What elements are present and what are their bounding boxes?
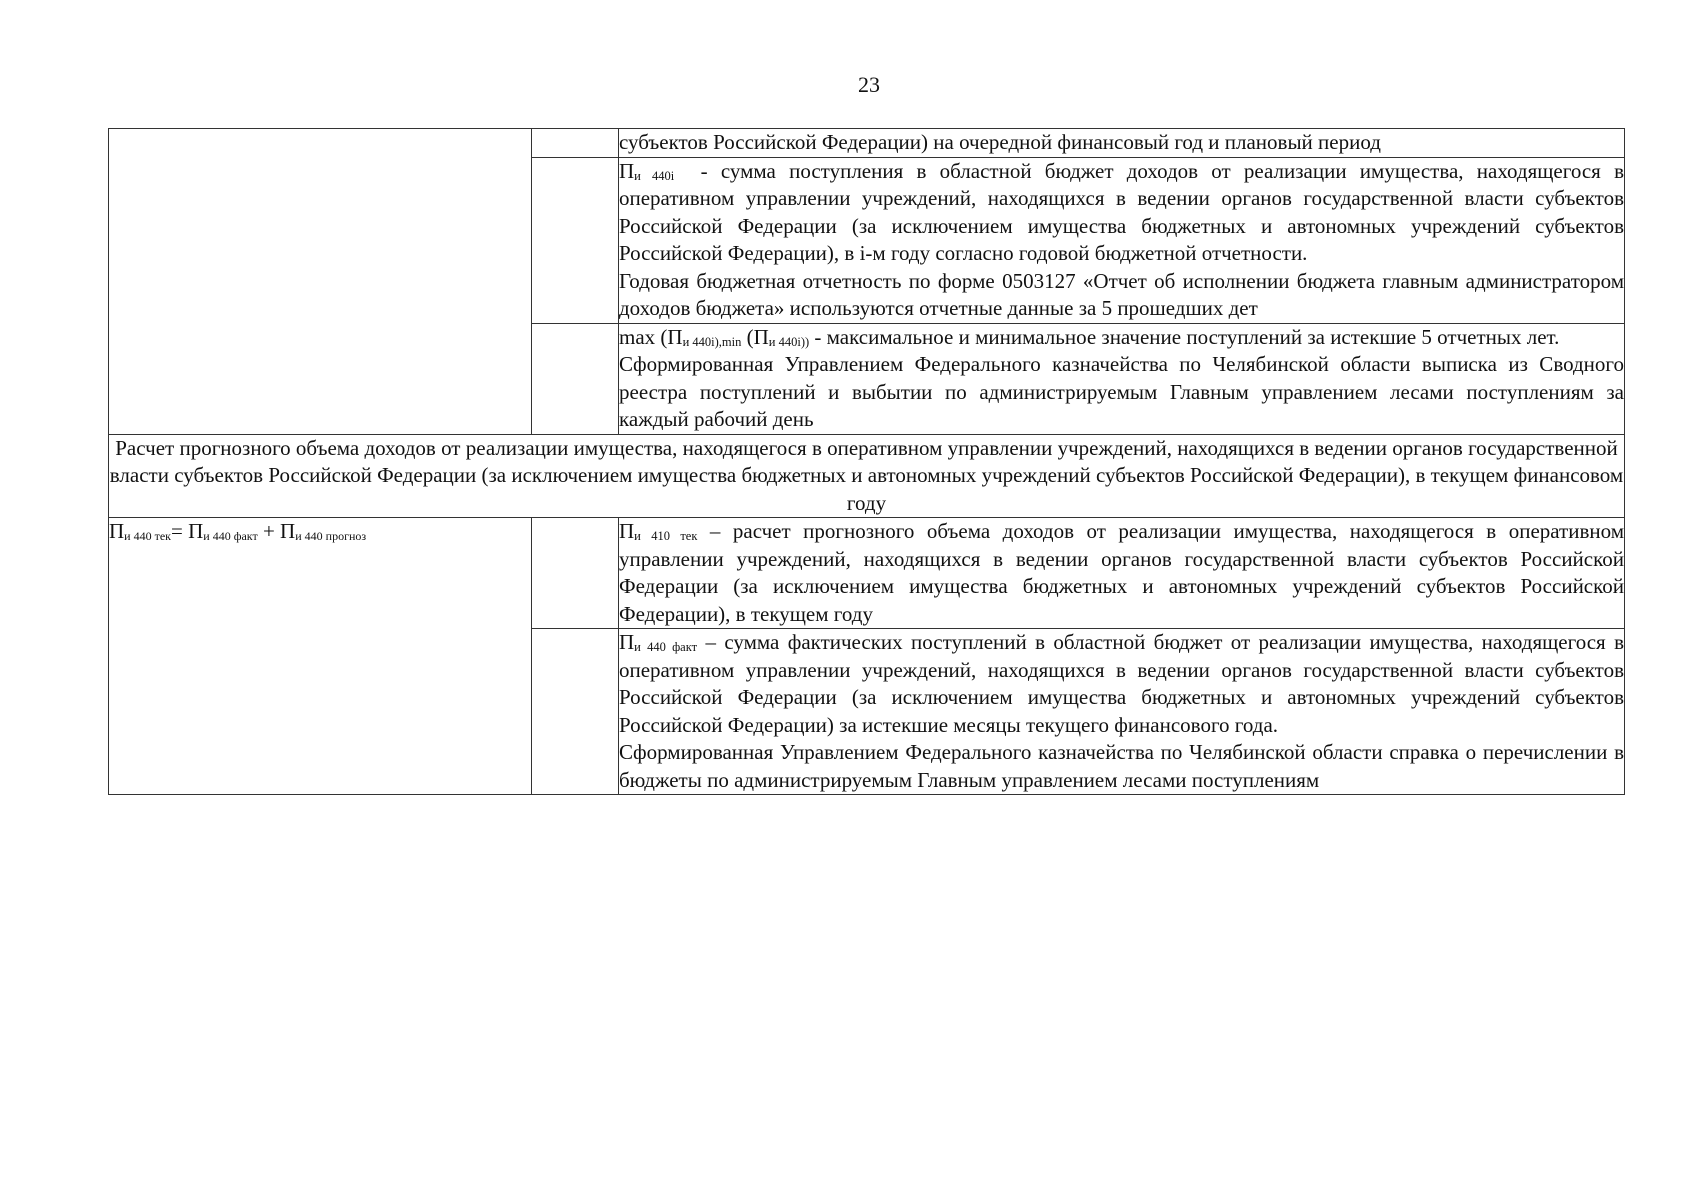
description-paragraph: $П_{и 440i}$ - сумма поступления в областной бюджет доходов от реализации имущества, находящегося в оперативном управлении учреждений, находящихся в ведении органов государственной власти субъектов Российской Федерации (за исключением имущества бюджетных и автономных учреждений субъектов Российской Федерации), в i-м году согласно годовой бюджетной отчетности.: [619, 158, 1630, 265]
empty-cell: [532, 629, 619, 795]
variable-symbol: $П_{и 410 тек}$: [619, 519, 698, 543]
empty-cell: [532, 129, 619, 158]
description-cell: [619, 323, 1625, 434]
description-text: субъектов Российской Федерации) на очередной финансовый год и плановый период: [619, 130, 1381, 154]
table-row: [109, 129, 1625, 158]
variable-symbol: $П_{и 440i}$: [619, 158, 675, 183]
formula-cell-empty: [109, 129, 532, 435]
formula-cell: [109, 518, 532, 795]
document-table: [108, 128, 1630, 795]
description-paragraph: $\max (П_{и 440i),min}$ ($П_{и 440i))}$ - максимальное и минимальное значение поступлений за истекшие 5 отчетных лет.: [619, 324, 1560, 349]
description-cell: [619, 629, 1630, 795]
empty-cell: [532, 157, 619, 323]
description-paragraph: $П_{и 440 факт}$ – сумма фактических поступлений в областной бюджет от реализации имущества, находящегося в оперативном управлении учреждений, находящихся в ведении органов государственной власти субъектов Российской Федерации (за исключением имущества бюджетных и автономных учреждений субъектов Российской Федерации) за истекшие месяцы текущего финансового года.: [619, 630, 1630, 737]
table-row: [109, 518, 1625, 629]
description-paragraph: $П_{и 410 тек}$ – расчет прогнозного объема доходов от реализации имущества, находящегося в оперативном управлении учреждений, находящихся в ведении органов государственной власти субъектов Российской Федерации (за исключением имущества бюджетных и автономных учреждений субъектов Российской Федерации), в текущем году: [619, 519, 1630, 626]
source-paragraph: Сформированная Управлением Федерального казначейства по Челябинской области справка о перечислении в бюджеты по администрируемым Главным управлением лесами поступлениям: [619, 740, 1624, 792]
page-number: 23: [858, 72, 880, 97]
variable-symbol: $\max (П_{и 440i),min}$ ($П_{и 440i))}$: [619, 324, 810, 349]
formula: $П_{и 440 тек}= П_{и 440 факт} + П_{и 440 прогноз}$: [109, 519, 367, 543]
section-header-row: [109, 434, 1625, 518]
source-paragraph: Годовая бюджетная отчетность по форме 0503127 «Отчет об исполнении бюджета главным администратором доходов бюджета» используются отчетные данные за 5 прошедших дет: [619, 268, 1624, 320]
section-header: Расчет прогнозного объема доходов от реализации имущества, находящегося в оперативном управлении учреждений, находящихся в ведении органов государственной власти субъектов Российской Федерации (за исключением имущества бюджетных и автономных учреждений субъектов Российской Федерации), в текущем финансовом году: [109, 434, 1625, 518]
variable-symbol: $П_{и 440 факт}$: [619, 630, 698, 654]
description-cell: [619, 129, 1625, 158]
description-cell: [619, 157, 1630, 323]
empty-cell: [532, 518, 619, 629]
source-paragraph: Сформированная Управлением Федерального казначейства по Челябинской области выписка из Сводного реестра поступлений и выбытии по администрируемым Главным управлением лесами поступлениям за каждый рабочий день: [619, 352, 1624, 431]
empty-cell: [532, 323, 619, 434]
description-cell: [619, 518, 1630, 629]
